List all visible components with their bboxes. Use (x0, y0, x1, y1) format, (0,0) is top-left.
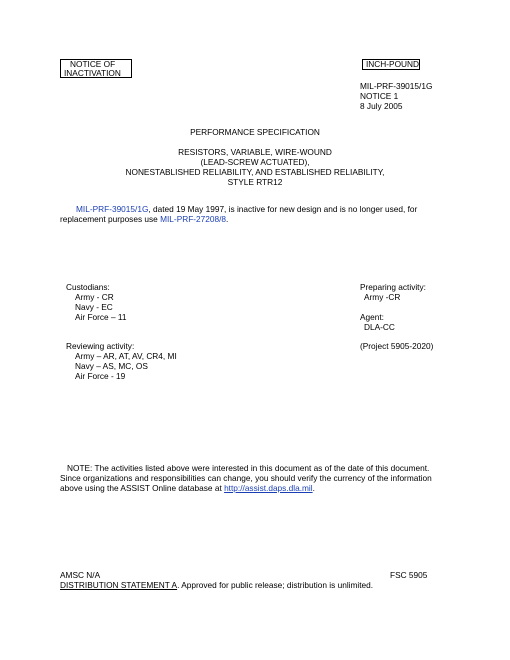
inch-pound-label: INCH-POUND (366, 59, 420, 69)
assist-url-link[interactable]: http://assist.daps.dla.mil (224, 483, 313, 493)
reviewing-item: Navy – AS, MC, OS (75, 361, 148, 371)
agent-label: Agent: (360, 312, 384, 322)
preparing-activity-block (360, 282, 426, 332)
document-identifier (360, 81, 432, 111)
preparing-value: Army -CR (364, 292, 401, 302)
custodian-item: Navy - EC (75, 302, 113, 312)
notice-box-line1: NOTICE OF (70, 59, 116, 69)
inactivation-paragraph (60, 204, 455, 224)
note-paragraph (60, 463, 450, 493)
note-line: Since organizations and responsibilities can change, you should verify the currency of the information (60, 473, 432, 483)
inactive-text-2: replacement purposes use (60, 214, 161, 224)
project-number: (Project 5905-2020) (360, 341, 434, 351)
notice-of-inactivation-box (60, 59, 132, 78)
reviewing-item: Air Force - 19 (75, 371, 126, 381)
reviewing-item: Army – AR, AT, AV, CR4, MI (75, 351, 177, 361)
subject-line: (LEAD-SCREW ACTUATED), (200, 157, 310, 167)
subject-line: STYLE RTR12 (227, 177, 283, 187)
note-line: NOTE: The activities listed above were interested in this document as of the date of this document. (67, 463, 430, 473)
custodian-item: Army - CR (75, 292, 114, 302)
reviewing-label: Reviewing activity: (66, 341, 135, 351)
note-line3-prefix: above using the ASSIST Online database at (60, 483, 225, 493)
distribution-text: . Approved for public release; distribution is unlimited. (177, 580, 374, 590)
custodians-block (66, 282, 127, 322)
amsc-code: AMSC N/A (60, 570, 101, 580)
fsc-code: FSC 5905 (390, 570, 428, 580)
reviewing-activity-block (66, 341, 177, 381)
notice-number: NOTICE 1 (360, 91, 399, 101)
inch-pound-box (362, 59, 420, 70)
distribution-label: DISTRIBUTION STATEMENT A (60, 580, 178, 590)
subject-line: NONESTABLISHED RELIABILITY, AND ESTABLISHED RELIABILITY, (125, 167, 385, 177)
note-line3-suffix: . (312, 483, 315, 493)
distribution-statement (60, 580, 373, 590)
inactive-text-1: , dated 19 May 1997, is inactive for new design and is no longer used, for (148, 204, 418, 214)
preparing-label: Preparing activity: (360, 282, 426, 292)
replacement-spec-link[interactable]: MIL-PRF-27208/8 (160, 214, 227, 224)
spec-subject (0, 147, 510, 187)
doc-date: 8 July 2005 (360, 101, 403, 111)
custodians-label: Custodians: (66, 282, 110, 292)
doc-number: MIL-PRF-39015/1G (360, 81, 433, 91)
custodian-item: Air Force – 11 (75, 312, 127, 322)
agent-value: DLA-CC (364, 322, 395, 332)
inactive-spec-link[interactable]: MIL-PRF-39015/1G (76, 204, 149, 214)
spec-type-title: PERFORMANCE SPECIFICATION (190, 127, 320, 137)
subject-line: RESISTORS, VARIABLE, WIRE-WOUND (178, 147, 332, 157)
inactive-text-end: . (226, 214, 229, 224)
notice-box-line2: INACTIVATION (64, 68, 121, 78)
